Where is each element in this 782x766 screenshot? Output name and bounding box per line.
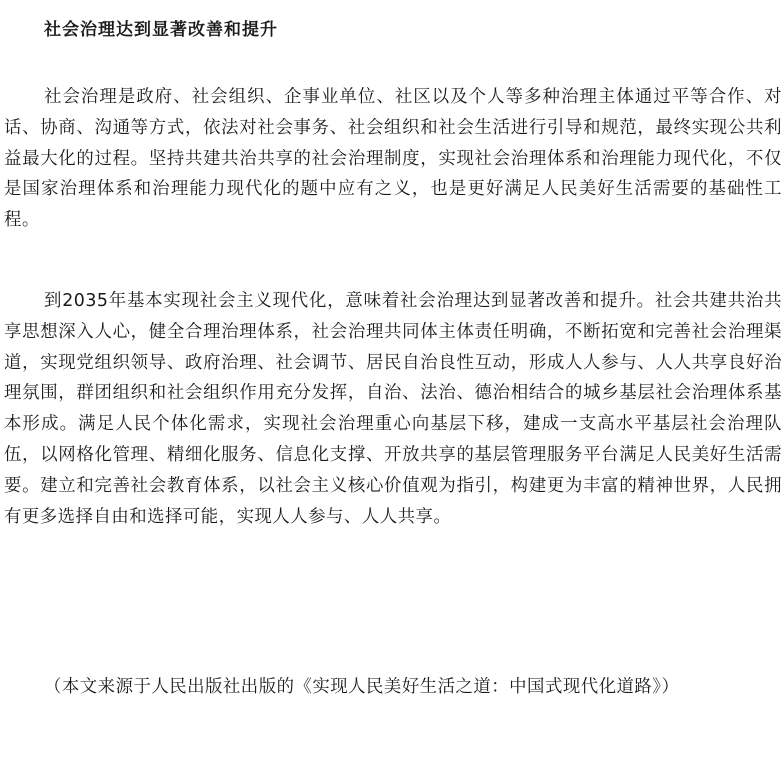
paragraph-intro: 社会治理是政府、社会组织、企事业单位、社区以及个人等多种治理主体通过平等合作、对话、协商、沟通等方式，依法对社会事务、社会组织和社会生活进行引导和规范，最终实现公共利益最大化的过程。坚持共建共治共享的社会治理制度，实现社会治理体系和治理能力现代化，不仅是国家治理体系和治理能力现代化的题中应有之义，也是更好满足人民美好生活需要的基础性工程。 — [4, 87, 782, 231]
source-note: （本文来源于人民出版社出版的《实现人民美好生活之道：中国式现代化道路》） — [44, 677, 680, 697]
article-title: 社会治理达到显著改善和提升 — [44, 20, 278, 40]
paragraph-2035-goals: 到2035年基本实现社会主义现代化，意味着社会治理达到显著改善和提升。社会共建共治共享思想深入人心，健全合理治理体系，社会治理共同体主体责任明确，不断拓宽和完善社会治理渠道，实现党组织领导、政府治理、社会调节、居民自治良性互动，形成人人参与、人人共享良好治理氛围，群团组织和社会组织作用充分发挥，自治、法治、德治相结合的城乡基层社会治理体系基本形成。满足人民个体化需求，实现社会治理重心向基层下移，建成一支高水平基层社会治理队伍，以网格化管理、精细化服务、信息化支撑、开放共享的基层管理服务平台满足人民美好生活需要。建立和完善社会教育体系，以社会主义核心价值观为指引，构建更为丰富的精神世界，人民拥有更多选择自由和选择可能，实现人人参与、人人共享。 — [4, 291, 782, 527]
